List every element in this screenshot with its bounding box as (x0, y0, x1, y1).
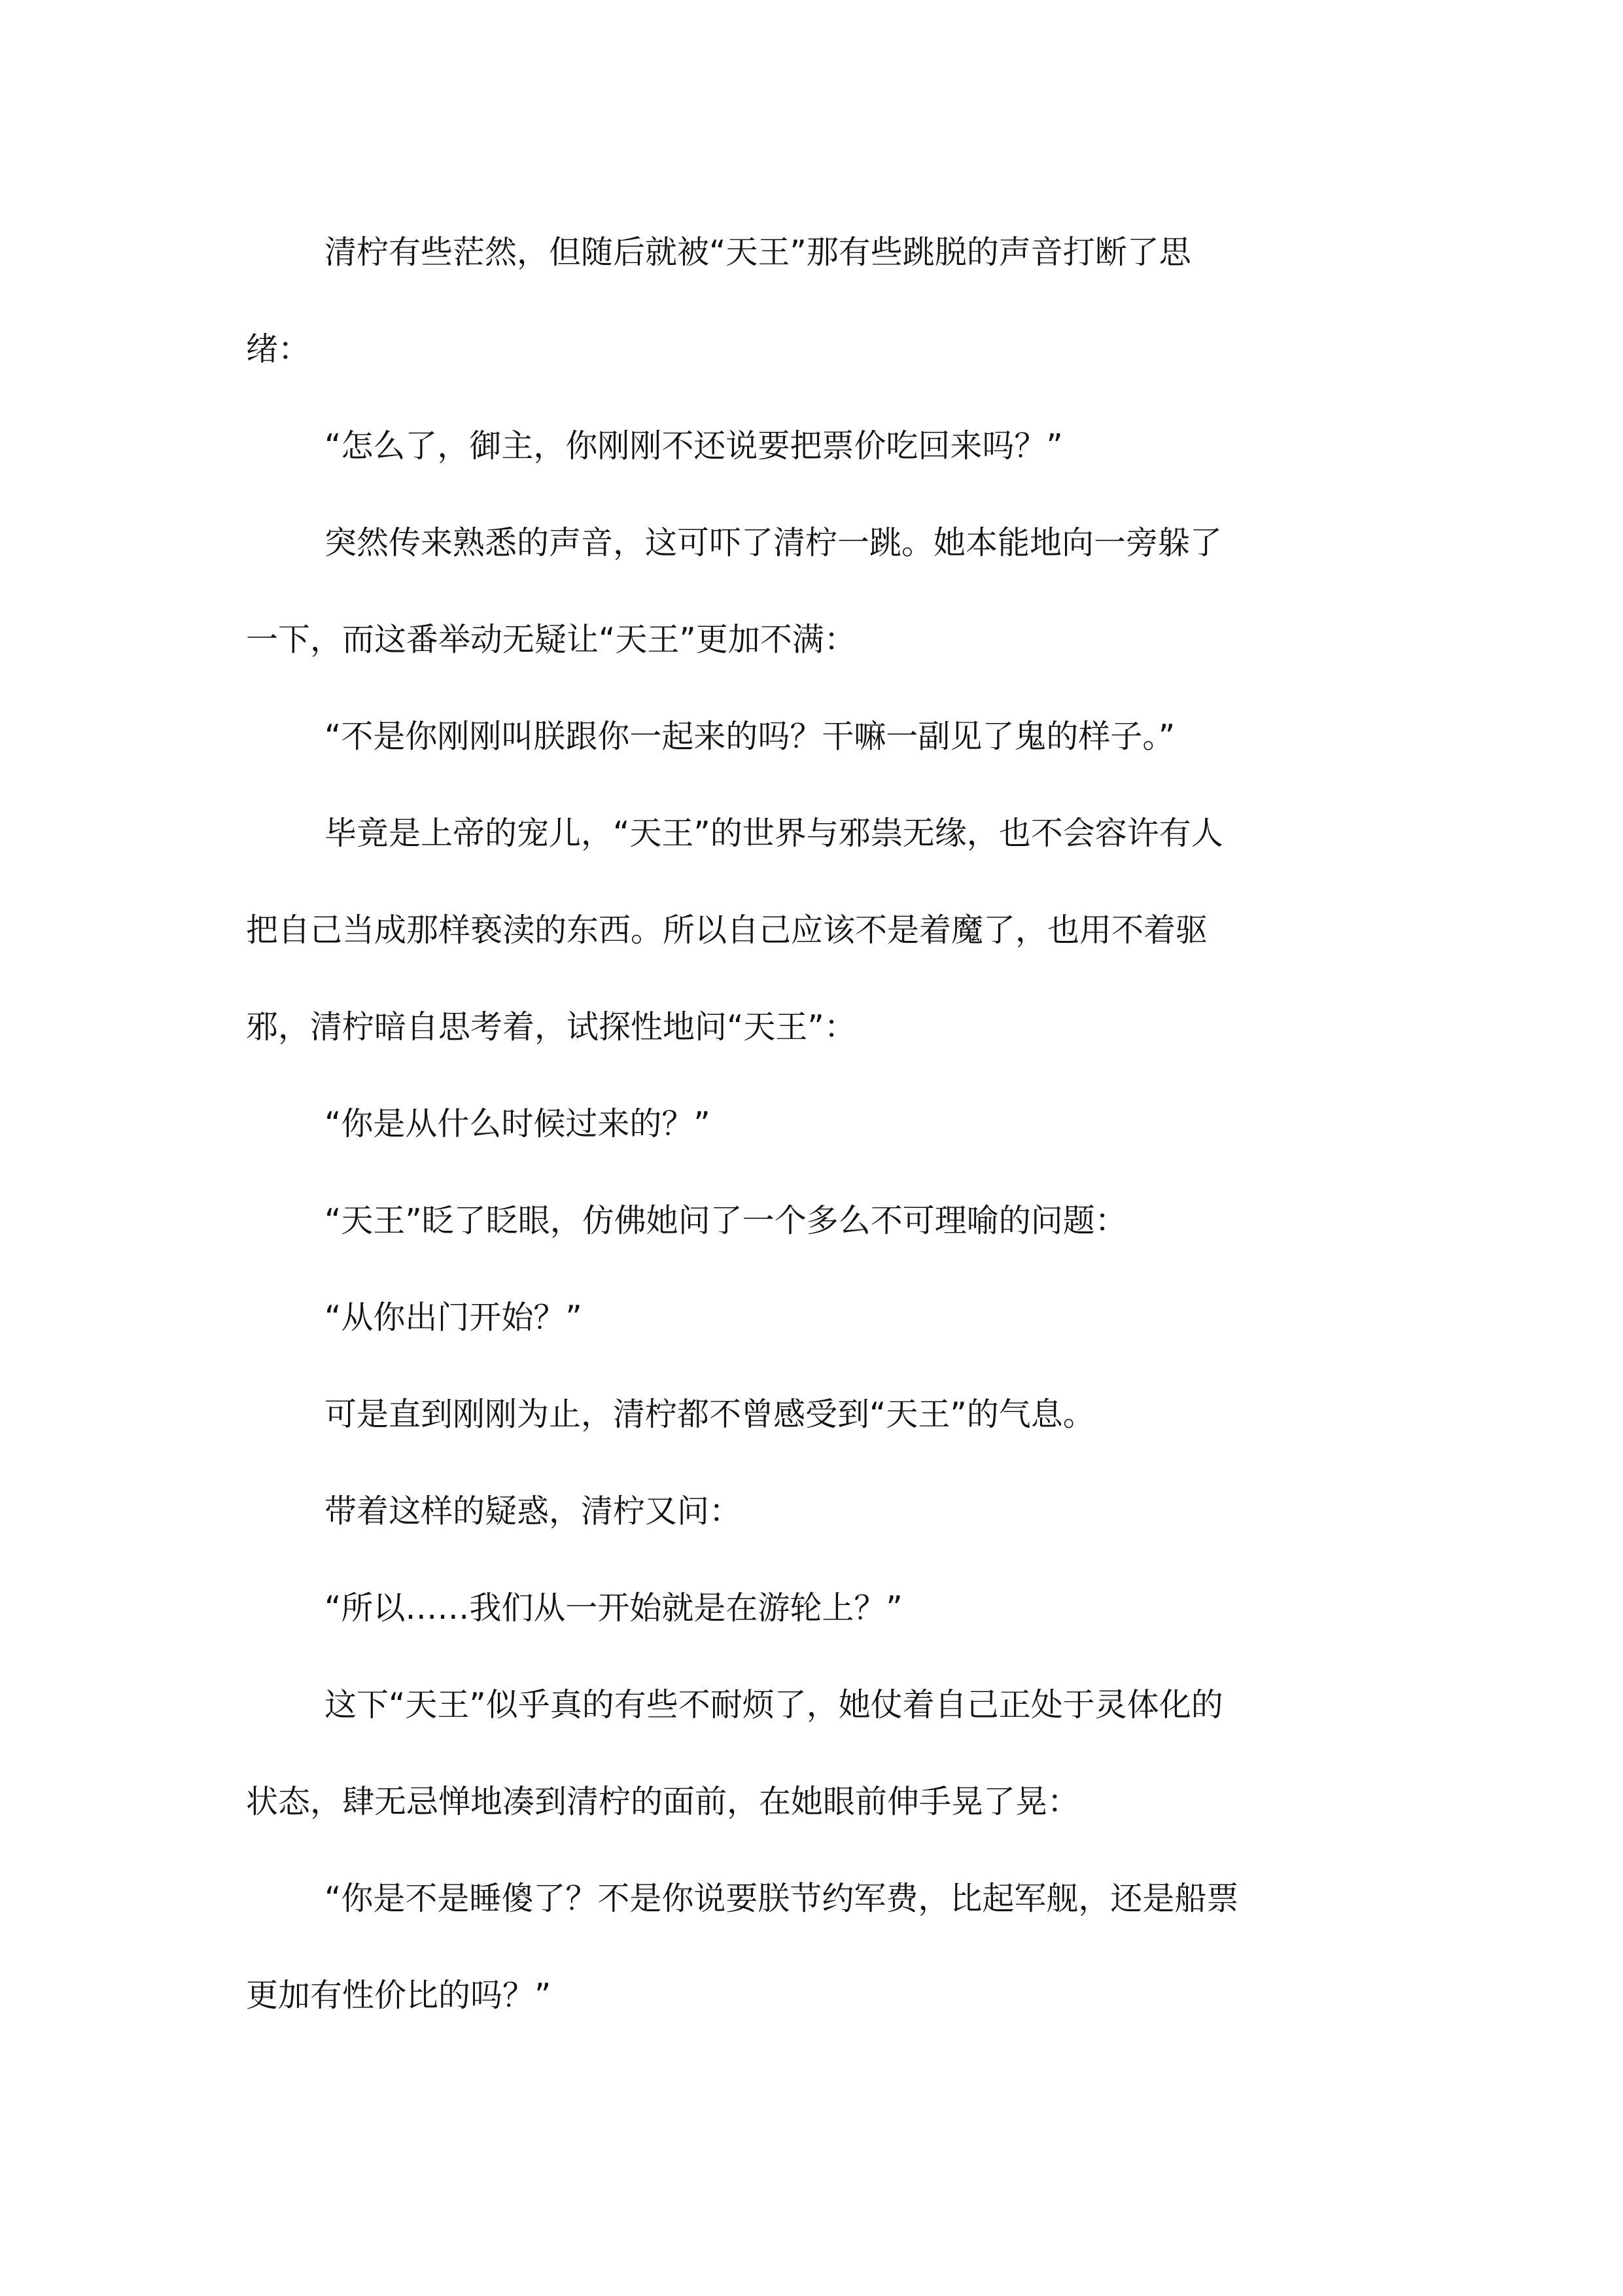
paragraph: “从你出门开始？” (324, 1299, 582, 1336)
paragraph: “不是你刚刚叫朕跟你一起来的吗？干嘛一副见了鬼的样子。” (324, 718, 1176, 755)
paragraph: 可是直到刚刚为止，清柠都不曾感受到“天王”的气息。 (324, 1396, 1095, 1433)
paragraph: 毕竟是上帝的宠儿，“天王”的世界与邪祟无缘，也不会容许有人把自己当成那样亵渎的东西。所以自己应该不是着魔了，也用不着驱邪，清柠暗自思考着，试探性地问“天王”： (246, 815, 1223, 1046)
paragraph: 带着这样的疑惑，清柠又问： (324, 1492, 742, 1530)
paragraph: “所以……我们从一开始就是在游轮上？” (324, 1589, 903, 1627)
paragraph: “怎么了，御主，你刚刚不还说要把票价吃回来吗？” (324, 427, 1063, 465)
paragraph: “天王”眨了眨眼，仿佛她问了一个多么不可理喻的问题： (324, 1202, 1127, 1239)
document-page (246, 204, 1253, 2044)
paragraph: 这下“天王”似乎真的有些不耐烦了，她仗着自己正处于灵体化的状态，肆无忌惮地凑到清柠的面前，在她眼前伸手晃了晃： (246, 1686, 1223, 1820)
paragraph: 突然传来熟悉的声音，这可吓了清柠一跳。她本能地向一旁躲了一下，而这番举动无疑让“天王”更加不满： (246, 524, 1223, 658)
paragraph: “你是不是睡傻了？不是你说要朕节约军费，比起军舰，还是船票更加有性价比的吗？” (246, 1880, 1239, 2014)
paragraph: “你是从什么时候过来的？” (324, 1105, 710, 1142)
paragraph: 清柠有些茫然，但随后就被“天王”那有些跳脱的声音打断了思绪： (246, 234, 1191, 368)
